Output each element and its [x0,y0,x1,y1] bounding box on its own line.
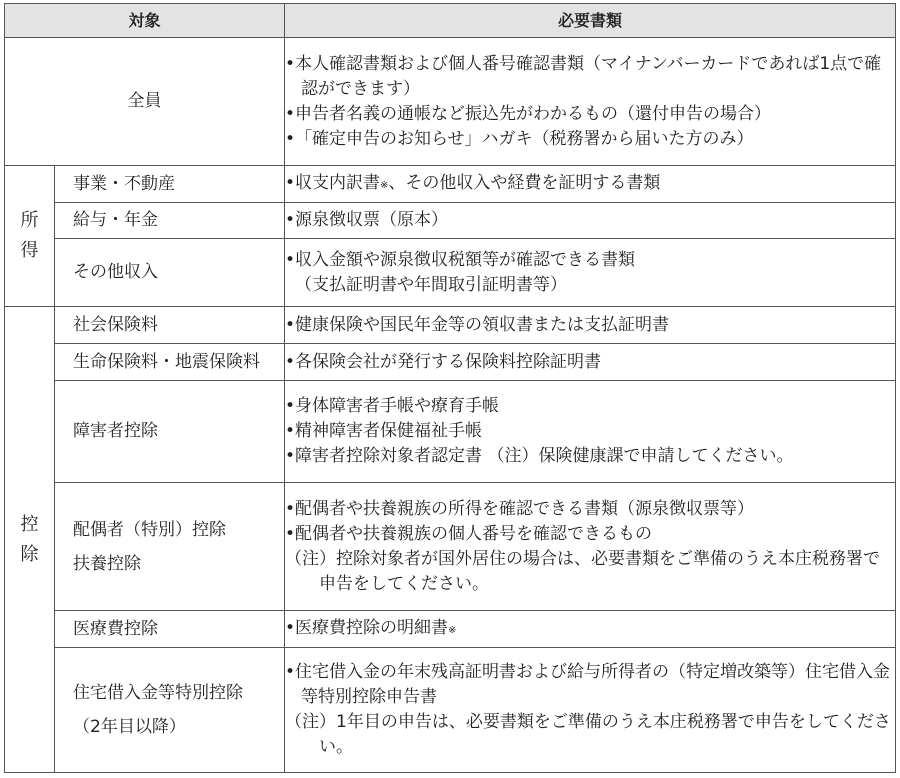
row-disability [5,381,896,483]
docs-other-income: •収入金額や源泉徴収税額等が確認できる書類 （支払証明書や年間取引証明書等） [285,239,896,307]
docs-spouse-dependent: •配偶者や扶養親族の所得を確認できる書類（源泉徴収票等） •配偶者や扶養親族の個人番号を確認できるもの （注）控除対象者が国外居住の場合は、必要書類をご準備のうえ本庄税務署で申告をしてください。 [285,483,896,611]
docs-life-insurance: •各保険会社が発行する保険料控除証明書 [285,344,896,381]
docs-social-insurance: •健康保険や国民年金等の領収書または支払証明書 [285,307,896,344]
row-income-salary [5,203,896,239]
docs-housing-loan: •住宅借入金の年末残高証明書および給与所得者の（特定増改築等）住宅借入金等特別控除申告書 （注）1年目の申告は、必要書類をご準備のうえ本庄税務署で申告をしてください。 [285,648,896,773]
docs-business: •収支内訳書※、その他収入や経費を証明する書類 [285,166,896,203]
docs-medical: •医療費控除の明細書※ [285,611,896,648]
group-income [5,166,55,307]
doc-item: •申告者名義の通帳など振込先がわかるもの（還付申告の場合） [285,103,772,124]
row-housing-loan [5,648,896,773]
label-other-income: その他収入 [55,239,285,307]
header-docs: 必要書類 [285,4,896,38]
row-all [5,38,896,166]
label-spouse-dependent: 配偶者（特別）控除 扶養控除 [55,483,285,611]
label-life-insurance: 生命保険料・地震保険料 [55,344,285,381]
row-medical [5,611,896,648]
label-medical: 医療費控除 [55,611,285,648]
group-deduction-char: 除 [20,543,39,565]
docs-disability: •身体障害者手帳や療育手帳 •精神障害者保健福祉手帳 •障害者控除対象者認定書 （注）保険健康課で申請してください。 [285,381,896,483]
label-all: 全員 [5,38,285,166]
group-income-char: 所 [20,210,39,231]
label-disability: 障害者控除 [55,381,285,483]
row-income-business [5,166,896,203]
group-deduction [5,307,55,773]
group-income-char: 得 [20,240,39,261]
label-business: 事業・不動産 [55,166,285,203]
header-target: 対象 [5,4,285,38]
docs-all [285,38,896,166]
row-income-other [5,239,896,307]
label-housing-loan: 住宅借入金等特別控除 （2年目以降） [55,648,285,773]
label-salary: 給与・年金 [55,203,285,239]
docs-salary: •源泉徴収票（原本） [285,203,896,239]
row-spouse-dependent [5,483,896,611]
row-social-insurance [5,307,896,344]
doc-item: •本人確認書類および個人番号確認書類（マイナンバーカードであれば1点で確認ができます） [285,53,882,99]
group-deduction-char: 控 [20,513,39,535]
row-life-insurance [5,344,896,381]
label-social-insurance: 社会保険料 [55,307,285,344]
header-row [5,4,896,38]
doc-item: •「確定申告のお知らせ」ハガキ（税務署から届いた方のみ） [285,128,754,149]
required-documents-table [4,3,896,773]
